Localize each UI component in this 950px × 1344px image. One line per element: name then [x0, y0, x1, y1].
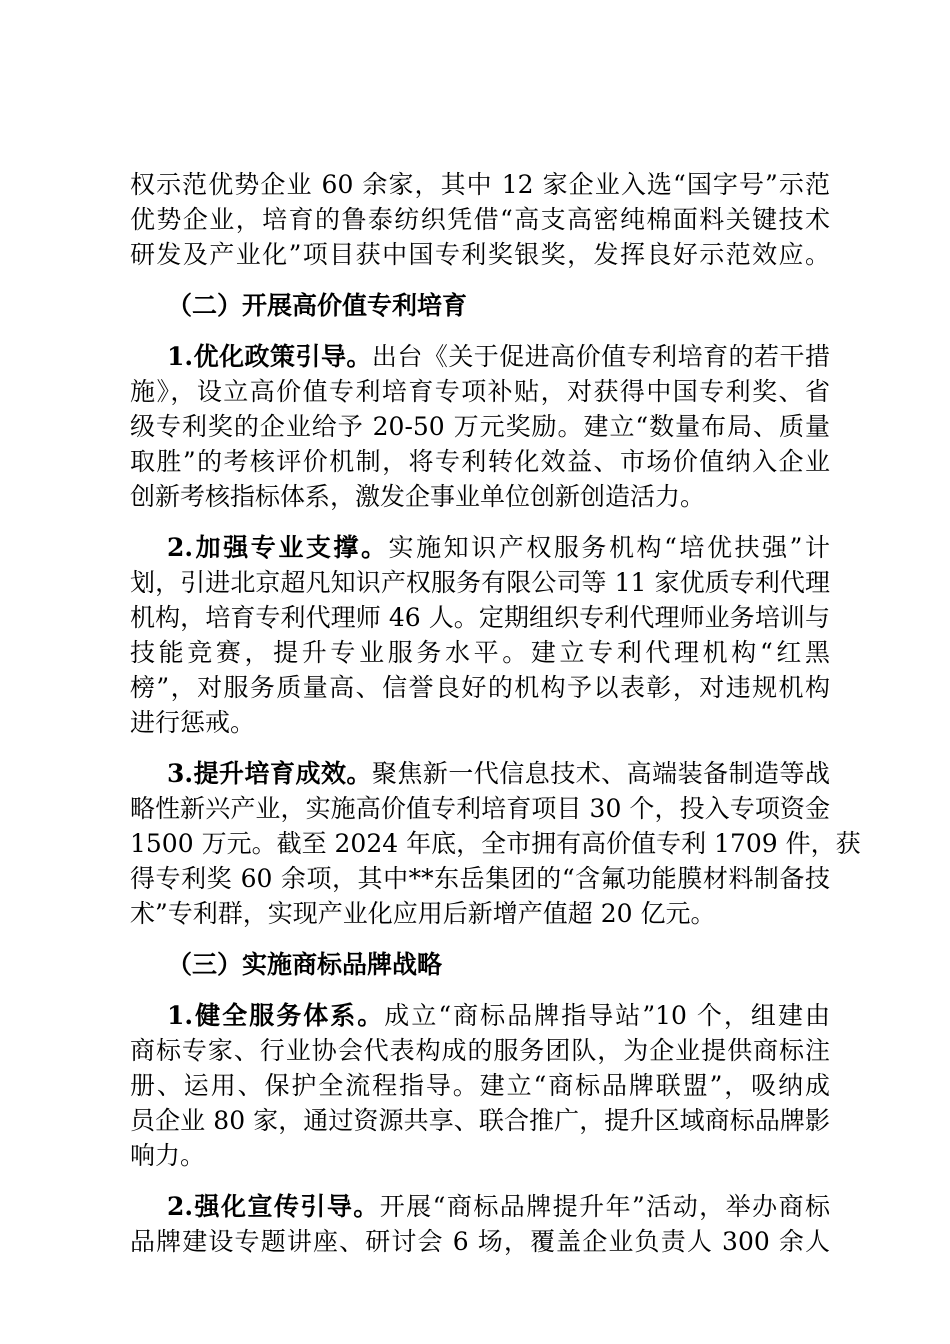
paragraph-first-line: 实施知识产权服务机构“培优扶强”计 — [388, 533, 830, 562]
section-heading-3: （三）实施商标品牌战略 — [167, 950, 443, 979]
paragraph-professional-support — [130, 530, 830, 740]
text-line: 划，引进北京超凡知识产权服务有限公司等 11 家优质专利代理 — [130, 568, 830, 597]
text-line: 机构，培育专利代理师 46 人。定期组织专利代理师业务培训与 — [130, 603, 830, 632]
text-line: 优势企业，培育的鲁泰纺织凭借“高支高密纯棉面料关键技术 — [130, 205, 830, 234]
paragraph-first-line: 聚焦新一代信息技术、高端装备制造等战 — [371, 759, 830, 788]
text-line: 技能竞赛，提升专业服务水平。建立专利代理机构“红黑 — [130, 638, 830, 667]
text-line: 取胜”的考核评价机制，将专利转化效益、市场价值纳入企业 — [130, 447, 830, 476]
paragraph-first-line: 出台《关于促进高价值专利培育的若干措 — [371, 342, 830, 371]
text-line: 响力。 — [130, 1141, 206, 1170]
text-line: 品牌建设专题讲座、研讨会 6 场，覆盖企业负责人 300 余人 — [130, 1227, 830, 1256]
text-line: 级专利奖的企业给予 20-50 万元奖励。建立“数量布局、质量 — [130, 412, 830, 441]
text-line: 册、运用、保护全流程指导。建立“商标品牌联盟”，吸纳成 — [130, 1071, 830, 1100]
text-line: 研发及产业化”项目获中国专利奖银奖，发挥良好示范效应。 — [130, 240, 830, 269]
text-line: 1500 万元。截至 2024 年底，全市拥有高价值专利 1709 件，获 — [130, 829, 861, 858]
paragraph-lead: 1.健全服务体系。 — [167, 1001, 385, 1030]
text-line — [130, 339, 830, 374]
text-line — [130, 756, 830, 791]
paragraph-first-line: 开展“商标品牌提升年”活动，举办商标 — [379, 1192, 830, 1221]
text-line — [130, 998, 830, 1033]
text-line: 进行惩戒。 — [130, 708, 256, 737]
paragraph-first-line: 成立“商标品牌指导站”10 个，组建由 — [384, 1001, 830, 1030]
paragraph-policy-guidance — [130, 339, 830, 514]
text-line: 施》，设立高价值专利培育专项补贴，对获得中国专利奖、省 — [130, 377, 830, 406]
section-heading-2: （二）开展高价值专利培育 — [167, 291, 468, 320]
text-line: 略性新兴产业，实施高价值专利培育项目 30 个，投入专项资金 — [130, 794, 830, 823]
paragraph-lead: 3.提升培育成效。 — [167, 759, 372, 788]
text-line: 商标专家、行业协会代表构成的服务团队，为企业提供商标注 — [130, 1036, 830, 1065]
paragraph-publicity-guidance — [130, 1189, 830, 1259]
text-line: 创新考核指标体系，激发企事业单位创新创造活力。 — [130, 482, 706, 511]
text-line — [130, 530, 830, 565]
document-page — [130, 167, 861, 1275]
paragraph-lead: 1.优化政策引导。 — [167, 342, 372, 371]
text-line: 术”专利群，实现产业化应用后新增产值超 20 亿元。 — [130, 899, 716, 928]
text-line — [130, 1189, 830, 1224]
text-line: 权示范优势企业 60 余家，其中 12 家企业入选“国字号”示范 — [130, 170, 830, 199]
paragraph-continued — [130, 167, 830, 272]
paragraph-service-system — [130, 998, 830, 1173]
paragraph-lead: 2.强化宣传引导。 — [167, 1192, 380, 1221]
paragraph-cultivation-results — [130, 756, 861, 931]
text-line: 员企业 80 家，通过资源共享、联合推广，提升区域商标品牌影 — [130, 1106, 830, 1135]
paragraph-lead: 2.加强专业支撑。 — [167, 533, 389, 562]
text-line: 得专利奖 60 余项，其中**东岳集团的“含氟功能膜材料制备技 — [130, 864, 830, 893]
text-line: 榜”，对服务质量高、信誉良好的机构予以表彰，对违规机构 — [130, 673, 830, 702]
